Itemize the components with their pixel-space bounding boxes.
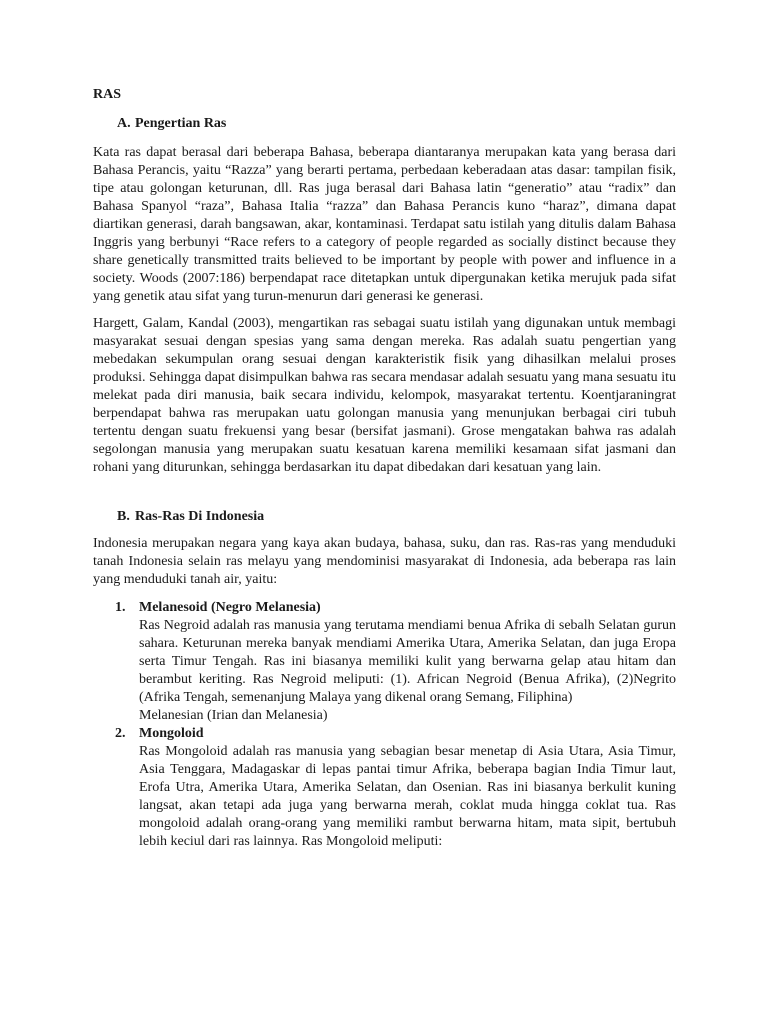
document-body [93,86,676,851]
list-item-title: Melanesoid (Negro Melanesia) [139,600,321,615]
race-list [93,599,676,851]
list-item-body [139,599,676,725]
section-a-title: Pengertian Ras [135,116,227,131]
section-b-letter: B. [117,509,130,524]
list-item-number: 1. [115,600,126,615]
section-a-letter: A. [117,116,131,131]
list-item-mongoloid [93,725,676,851]
list-item-text: Ras Mongoloid adalah ras manusia yang sebagian besar menetap di Asia Utara, Asia Timur, Asia Tenggara, Madagaskar di lepas pantai timur Afrika, beberapa bagian India Timur laut, Erofa Utra, Amerika Utara, Amerika Selatan, dan Osenian. Ras ini biasanya berkulit kuning langsat, akan tetapi ada juga yang berwarna merah, coklat muda hingga coklat tua. Ras mongoloid adalah orang-orang yang memiliki rambut berwarna hitam, mata sipit, bertubuh lebih keciul dari ras lainnya. Ras Mongoloid meliputi: [139,744,676,849]
list-item-body [139,725,676,851]
section-b-intro: Indonesia merupakan negara yang kaya akan budaya, bahasa, suku, dan ras. Ras-ras yang menduduki tanah Indonesia selain ras melayu yang mendominisi masyarakat di Indonesia, ada beberapa ras lain yang menduduki tanah air, yaitu: [93,536,676,587]
list-item-title: Mongoloid [139,726,204,741]
section-b-title: Ras-Ras Di Indonesia [135,509,265,524]
section-b-heading [93,509,676,525]
document-title: RAS [93,87,122,102]
section-a-heading [93,116,676,132]
list-item-text: Ras Negroid adalah ras manusia yang terutama mendiami benua Afrika di sebalh Selatan gurun sahara. Keturunan mereka banyak mendiami Amerika Utara, Amerika Selatan, dan juga Eropa serta Timur Tengah. Ras ini biasanya memiliki kulit yang berwarna gelap atau hitam dan berambut keriting. Ras Negroid meliputi: (1). African Negroid (Benua Afrika), (2)Negrito (Afrika Tengah, semenanjung Malaya yang dikenal orang Semang, Filiphina) [139,618,676,705]
list-item-number: 2. [115,726,126,741]
section-a-paragraph-2: Hargett, Galam, Kandal (2003), mengartikan ras sebagai suatu istilah yang digunakan untuk membagi masyarakat sesuai dengan spesias yang sama dengan mereka. Ras adalah suatu pengertian yang mebedakan sekumpulan orang sesuai dengan karakteristik fisik yang dihasilkan melalui proses produksi. Sehingga dapat disimpulkan bahwa ras secara mendasar adalah sesuatu yang mana sesuatu itu melekat pada diri manusia, baik secara individu, kelompok, masyarakat tertentu. Koentjaraningrat berpendapat bahwa ras merupakan uatu golongan manusia yang menunjukan berbagai ciri tubuh tertentu dengan suatu frekuensi yang besar (bersifat jasmani). Grose mengatakan bahwa ras adalah segolongan manusia yang merupakan suatu kesatuan karena memiliki kesamaan sifat jasmani dan rohani yang diturunkan, sehingga berdasarkan itu dapat dibedakan dari kesatuan yang lain. [93,316,676,475]
list-item-melanesoid [93,599,676,725]
section-a-paragraph-1: Kata ras dapat berasal dari beberapa Bahasa, beberapa diantaranya merupakan kata yang berasa dari Bahasa Perancis, yaitu “Razza” yang berarti pertama, perbedaan keberadaan atas dasar: tampilan fisik, tipe atau golongan keturunan, dll. Ras juga berasal dari Bahasa latin “generatio” atau “radix” dan Bahasa Spanyol “raza”, Bahasa Italia “razza” dan Bahasa Perancis kuno “haraz”, dimana dapat diartikan generasi, darah bangsawan, akar, kontaminasi. Terdapat satu istilah yang ditulis dalam Bahasa Inggris yang berbunyi “Race refers to a category of people regarded as socially distinct because they share genetically transmitted traits believed to be important by people with power and influence in a society. Woods (2007:186) berpendapat race ditetapkan untuk dipergunakan ketika merujuk pada sifat yang genetik atau sifat yang turun-menurun dari generasi ke generasi. [93,145,676,304]
list-item-extra: Melanesian (Irian dan Melanesia) [139,708,328,723]
